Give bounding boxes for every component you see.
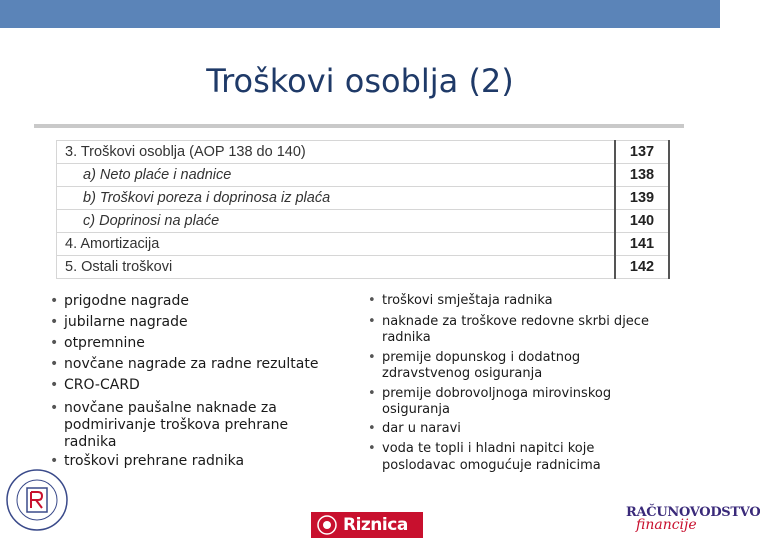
row-label: b) Troškovi poreza i doprinosa iz plaća [57, 187, 616, 210]
row-label: 3. Troškovi osoblja (AOP 138 do 140) [57, 141, 616, 164]
aop-number: 138 [615, 164, 669, 187]
aop-number: 139 [615, 187, 669, 210]
table-row [57, 141, 670, 164]
row-label: a) Neto plaće i nadnice [57, 164, 616, 187]
list-item: • premije dopunskog i dodatnog zdravstvenog osiguranja [368, 350, 668, 383]
riznica-logo [311, 512, 423, 538]
institution-seal-logo [2, 462, 72, 532]
list-item: • jubilarne nagrade [50, 312, 330, 333]
riznica-wordmark: Riznica [343, 515, 408, 535]
table-row [57, 210, 670, 233]
aop-number: 137 [615, 141, 669, 164]
list-item: • CRO-CARD [50, 375, 330, 396]
left-bullet-list [50, 291, 330, 472]
right-bullet-list [368, 291, 668, 474]
list-item: • voda te topli i hladni napitci koje poslodavac omogućuje radnicima [368, 441, 668, 474]
riznica-emblem-icon [315, 514, 339, 536]
table-row [57, 256, 670, 279]
table-top-border [34, 124, 684, 128]
top-accent-bar [0, 0, 720, 28]
list-item: • troškovi prehrane radnika [50, 451, 330, 472]
aop-number: 142 [615, 256, 669, 279]
row-label: 5. Ostali troškovi [57, 256, 616, 279]
seal-icon [2, 462, 72, 532]
list-item: • novčane paušalne naknade za podmirivanje troškova prehrane radnika [50, 400, 330, 451]
table-row [57, 164, 670, 187]
row-label: c) Doprinosi na plaće [57, 210, 616, 233]
list-item: • naknade za troškove redovne skrbi djece radnika [368, 314, 668, 347]
table-row [57, 187, 670, 210]
logo-line-1: RAČUNOVODSTVO [626, 505, 760, 520]
table-row [57, 233, 670, 256]
aop-number: 140 [615, 210, 669, 233]
list-item: • otpremnine [50, 333, 330, 354]
logo-line-2: financije [636, 517, 697, 533]
racunovodstvo-logo [626, 505, 760, 539]
aop-table [56, 140, 670, 279]
slide-title: Troškovi osoblja (2) [206, 62, 514, 100]
row-label: 4. Amortizacija [57, 233, 616, 256]
list-item: • prigodne nagrade [50, 291, 330, 312]
aop-number: 141 [615, 233, 669, 256]
list-item: • dar u naravi [368, 419, 668, 439]
aop-table-image [34, 124, 684, 280]
list-item: • troškovi smještaja radnika [368, 291, 668, 311]
list-item: • premije dobrovoljnoga mirovinskog osiguranja [368, 386, 668, 419]
list-item: • novčane nagrade za radne rezultate [50, 354, 330, 375]
